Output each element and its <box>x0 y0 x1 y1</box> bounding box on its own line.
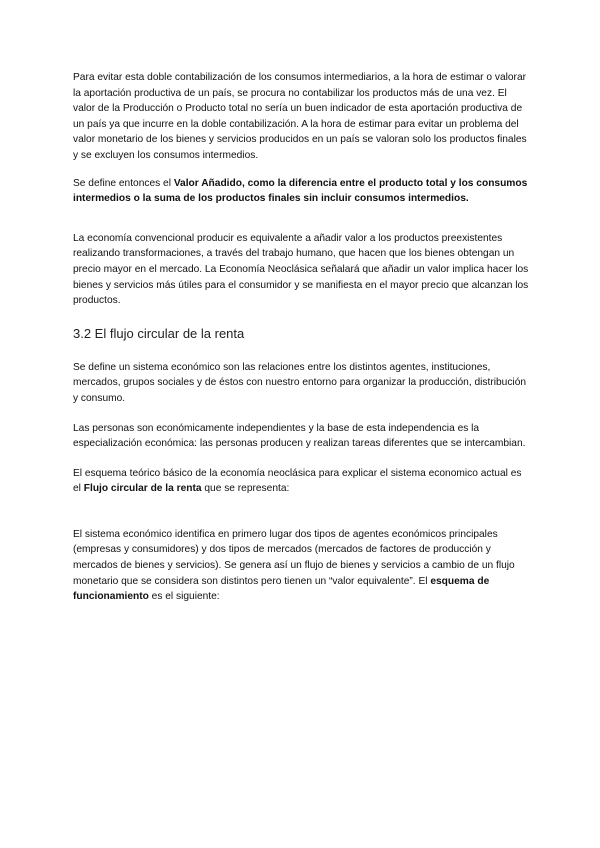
paragraph-esquema-teorico <box>73 466 529 497</box>
section-heading: 3.2 El flujo circular de la renta <box>73 325 245 341</box>
flujo-circular-term: Flujo circular de la renta <box>83 483 202 495</box>
agentes-intro: El sistema económico identifica en primero lugar dos tipos de agentes económicos principales (empresas y consumidores) y dos tipos de mercados (mercados de factores de producción y mercados de bienes y servicios). Se genera así un flujo de bienes y servicios a cambio de un flujo monetario que se considera son distintos pero tienen un “valor equivalente”. El <box>73 528 515 587</box>
esquema-teorico-intro: El esquema teórico básico de la economía neoclásica para explicar el sistema economico actual es el <box>73 467 522 495</box>
paragraph-personas: Las personas son económicamente independientes y la base de esta independencia es la especialización económica: las personas producen y realizan tareas diferentes que se intercambian. <box>73 422 526 450</box>
paragraph-economia-convencional: La economía convencional producir es equivalente a añadir valor a los productos preexistentes realizando transformaciones, a través del trabajo humano, que hacen que los bienes obtengan un precio mayor en el mercado. La Economía Neoclásica señalará que añadir un valor implica hacer los bienes y servicios más útiles para el consumidor y se manifiesta en el mayor precio que alcanzan los productos. <box>73 232 529 307</box>
valor-anadido-intro: Se define entonces el <box>73 177 174 189</box>
paragraph-sistema-economico: Se define un sistema económico son las relaciones entre los distintos agentes, instituciones, mercados, grupos sociales y de éstos con nuestro entorno para organizar la producción, distribución y consumo. <box>73 361 527 404</box>
agentes-end: es el siguiente: <box>148 591 220 603</box>
valor-anadido-definition: Valor Añadido, como la diferencia entre el producto total y los consumos intermedios o la suma de los productos finales sin incluir consumos intermedios. <box>73 177 528 205</box>
esquema-funcionamiento-term: esquema de funcionamiento <box>73 575 490 603</box>
document-page <box>73 70 529 605</box>
paragraph-agentes-economicos <box>73 527 529 605</box>
esquema-teorico-end: que se representa: <box>201 483 290 495</box>
paragraph-doble-contabilizacion: Para evitar esta doble contabilización de los consumos intermediarios, a la hora de estimar o valorar la aportación productiva de un país, se procura no contabilizar los productos más de una vez. El valor de la Producción o Producto total no sería un buen indicador de esta aportación productiva de un país ya que incurre en la doble contabilización. A la hora de estimar para evitar un problema del valor monetario de los bienes y servicios producidos en un país se valoran solo los productos finales y se excluyen los consumos intermedios. <box>73 72 527 161</box>
paragraph-valor-anadido <box>73 176 529 207</box>
